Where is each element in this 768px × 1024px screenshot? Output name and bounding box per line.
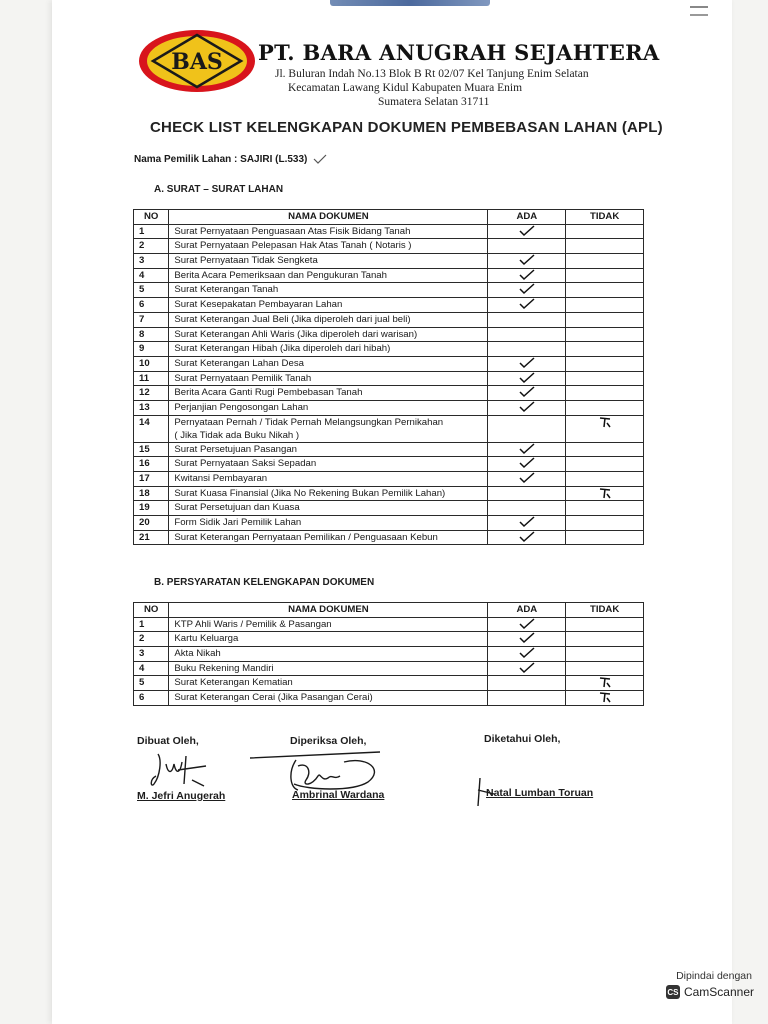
row-tidak-cell [566, 239, 644, 254]
table-row [134, 486, 644, 501]
col-no: NO [134, 210, 169, 225]
document-name: Berita Acara Pemeriksaan dan Pengukuran Tanah [174, 269, 387, 281]
check-mark-icon [518, 357, 536, 369]
table-row [134, 239, 644, 254]
document-name: Surat Pernyataan Penguasaan Atas Fisik Bidang Tanah [174, 225, 411, 237]
row-document [169, 415, 488, 442]
row-tidak-cell [566, 283, 644, 298]
check-mark-icon [518, 472, 536, 484]
table-row [134, 371, 644, 386]
row-document [169, 617, 488, 632]
row-tidak-cell [566, 327, 644, 342]
table-row [134, 501, 644, 516]
row-number: 18 [134, 486, 169, 501]
document-name: Pernyataan Pernah / Tidak Pernah Melangsungkan Pernikahan [174, 416, 444, 428]
scanner-brand: CamScanner [683, 985, 754, 999]
row-tidak-cell [566, 457, 644, 472]
row-tidak-cell [566, 632, 644, 647]
row-number: 12 [134, 386, 169, 401]
row-document [169, 254, 488, 269]
row-tidak-cell [566, 268, 644, 283]
document-name: Surat Keterangan Cerai (Jika Pasangan Cerai) [174, 692, 373, 704]
section-a-rows [134, 224, 644, 545]
document-name: Surat Keterangan Pernyataan Pemilikan / Penguasaan Kebun [174, 531, 438, 543]
row-document [169, 327, 488, 342]
row-ada-cell [488, 486, 566, 501]
known-by-name: Natal Lumban Toruan [486, 787, 594, 799]
row-document [169, 442, 488, 457]
check-mark-icon [518, 386, 536, 398]
row-number: 6 [134, 691, 169, 706]
row-number: 1 [134, 224, 169, 239]
row-ada-cell [488, 239, 566, 254]
row-ada-cell [488, 442, 566, 457]
row-ada-cell [488, 386, 566, 401]
row-document [169, 283, 488, 298]
row-document [169, 342, 488, 357]
document-name: Kwitansi Pembayaran [174, 473, 268, 484]
row-ada-cell [488, 312, 566, 327]
row-document [169, 386, 488, 401]
table-row [134, 356, 644, 371]
table-row [134, 457, 644, 472]
row-ada-cell [488, 501, 566, 516]
checked-by-name: Ambrinal Wardana [292, 789, 385, 801]
row-number: 7 [134, 312, 169, 327]
row-document [169, 661, 488, 676]
document-name: Kartu Keluarga [174, 633, 239, 645]
table-row [134, 342, 644, 357]
row-ada-cell [488, 516, 566, 531]
section-a-title: A. SURAT – SURAT LAHAN [154, 184, 284, 195]
row-document [169, 691, 488, 706]
row-tidak-cell [566, 371, 644, 386]
row-tidak-cell [566, 501, 644, 516]
row-number: 8 [134, 327, 169, 342]
check-mark-icon [518, 531, 536, 543]
row-number: 3 [134, 254, 169, 269]
row-document [169, 632, 488, 647]
row-number: 15 [134, 442, 169, 457]
document-name: Form Sidik Jari Pemilik Lahan [174, 517, 302, 529]
row-ada-cell [488, 661, 566, 676]
check-mark-icon [518, 443, 536, 455]
row-tidak-cell [566, 691, 644, 706]
row-document [169, 400, 488, 415]
check-mark-icon [518, 647, 536, 659]
logo-lettering: BAS [171, 49, 223, 75]
checked-by-label: Diperiksa Oleh, [290, 735, 367, 747]
section-a-table [133, 209, 644, 545]
known-by-label: Diketahui Oleh, [484, 733, 561, 745]
row-number: 4 [134, 661, 169, 676]
document-name: Surat Kuasa Finansial (Jika No Rekening Bukan Pemilik Lahan) [174, 487, 446, 499]
check-mark-icon [518, 225, 536, 237]
row-number: 10 [134, 356, 169, 371]
row-tidak-cell [566, 617, 644, 632]
row-number: 5 [134, 283, 169, 298]
row-number: 1 [134, 617, 169, 632]
row-tidak-cell [566, 676, 644, 691]
row-number: 13 [134, 400, 169, 415]
row-ada-cell [488, 457, 566, 472]
row-tidak-cell [566, 254, 644, 269]
row-tidak-cell [566, 486, 644, 501]
made-by-label: Dibuat Oleh, [137, 735, 199, 747]
row-number: 9 [134, 342, 169, 357]
document-name: Buku Rekening Mandiri [174, 662, 274, 674]
row-number: 14 [134, 415, 169, 442]
table-row [134, 312, 644, 327]
row-document [169, 647, 488, 662]
row-number: 2 [134, 632, 169, 647]
document-name: Surat Keterangan Jual Beli (Jika diperoleh dari jual beli) [174, 313, 411, 325]
row-tidak-cell [566, 472, 644, 487]
row-ada-cell [488, 342, 566, 357]
check-mark-icon [518, 618, 536, 630]
document-name: Surat Persetujuan dan Kuasa [174, 502, 300, 514]
document-name: Surat Pernyataan Pemilik Tanah [174, 372, 312, 384]
cross-mark-icon [598, 691, 612, 703]
cross-mark-icon [598, 676, 612, 688]
row-number: 2 [134, 239, 169, 254]
row-tidak-cell [566, 530, 644, 545]
document-name: Berita Acara Ganti Rugi Pembebasan Tanah [174, 387, 363, 399]
table-row [134, 530, 644, 545]
camscanner-icon: CS [666, 985, 680, 999]
table-row [134, 676, 644, 691]
scan-edge-artifact [330, 0, 490, 6]
col-ada: ADA [488, 603, 566, 618]
row-tidak-cell [566, 400, 644, 415]
staple-mark [690, 6, 708, 16]
row-document [169, 356, 488, 371]
document-name: KTP Ahli Waris / Pemilik & Pasangan [174, 618, 332, 630]
company-logo [137, 28, 257, 94]
document-name: Surat Keterangan Lahan Desa [174, 357, 304, 369]
table-row [134, 268, 644, 283]
address-line-3: Sumatera Selatan 31711 [378, 96, 490, 108]
table-row [134, 327, 644, 342]
row-tidak-cell [566, 442, 644, 457]
row-ada-cell [488, 327, 566, 342]
check-mark-icon [518, 516, 536, 528]
row-document [169, 312, 488, 327]
cross-mark-icon [598, 487, 612, 499]
address-line-2: Kecamatan Lawang Kidul Kabupaten Muara Enim [288, 82, 523, 94]
row-number: 20 [134, 516, 169, 531]
table-row [134, 442, 644, 457]
row-ada-cell [488, 676, 566, 691]
document-name: Akta Nikah [174, 648, 221, 660]
table-row [134, 386, 644, 401]
document-name: Surat Keterangan Kematian [174, 677, 293, 689]
row-number: 11 [134, 371, 169, 386]
camscanner-watermark [642, 970, 754, 1014]
row-document [169, 472, 488, 487]
cross-mark-icon [598, 416, 612, 428]
scanner-caption: Dipindai dengan [676, 970, 752, 982]
row-document [169, 239, 488, 254]
row-number: 16 [134, 457, 169, 472]
row-ada-cell [488, 371, 566, 386]
table-row [134, 691, 644, 706]
row-tidak-cell [566, 647, 644, 662]
row-ada-cell [488, 356, 566, 371]
table-row [134, 298, 644, 313]
owner-name-row [134, 154, 327, 165]
row-ada-cell [488, 298, 566, 313]
check-mark-icon [518, 662, 536, 674]
table-row [134, 661, 644, 676]
row-number: 3 [134, 647, 169, 662]
row-tidak-cell [566, 312, 644, 327]
row-number: 19 [134, 501, 169, 516]
row-document [169, 298, 488, 313]
check-mark-icon [518, 372, 536, 384]
row-ada-cell [488, 415, 566, 442]
row-tidak-cell [566, 224, 644, 239]
row-tidak-cell [566, 356, 644, 371]
address-line-1: Jl. Buluran Indah No.13 Blok B Rt 02/07 Kel Tanjung Enim Selatan [275, 68, 589, 80]
table-row [134, 400, 644, 415]
table-row [134, 632, 644, 647]
row-document [169, 501, 488, 516]
row-document [169, 224, 488, 239]
col-tidak: TIDAK [566, 210, 644, 225]
row-tidak-cell [566, 661, 644, 676]
row-document [169, 268, 488, 283]
col-name: NAMA DOKUMEN [169, 210, 488, 225]
row-ada-cell [488, 632, 566, 647]
table-row [134, 283, 644, 298]
row-number: 6 [134, 298, 169, 313]
row-number: 4 [134, 268, 169, 283]
col-name: NAMA DOKUMEN [169, 603, 488, 618]
table-row [134, 254, 644, 269]
row-number: 21 [134, 530, 169, 545]
row-ada-cell [488, 283, 566, 298]
check-mark-icon [518, 401, 536, 413]
document-title: CHECK LIST KELENGKAPAN DOKUMEN PEMBEBASAN LAHAN (APL) [150, 119, 663, 136]
col-ada: ADA [488, 210, 566, 225]
row-number: 17 [134, 472, 169, 487]
row-ada-cell [488, 400, 566, 415]
table-row [134, 516, 644, 531]
col-no: NO [134, 603, 169, 618]
row-tidak-cell [566, 516, 644, 531]
document-name: Surat Keterangan Ahli Waris (Jika diperoleh dari warisan) [174, 328, 418, 340]
row-document [169, 457, 488, 472]
document-name: Surat Keterangan Tanah [174, 284, 279, 296]
check-mark-icon [518, 254, 536, 266]
document-name: Surat Pernyataan Pelepasan Hak Atas Tanah ( Notaris ) [174, 240, 412, 252]
row-tidak-cell [566, 386, 644, 401]
col-tidak: TIDAK [566, 603, 644, 618]
section-b-title: B. PERSYARATAN KELENGKAPAN DOKUMEN [154, 577, 375, 588]
check-mark-icon [518, 457, 536, 469]
row-ada-cell [488, 617, 566, 632]
row-number: 5 [134, 676, 169, 691]
row-ada-cell [488, 691, 566, 706]
owner-check-icon [313, 154, 327, 164]
row-ada-cell [488, 647, 566, 662]
made-by-name: M. Jefri Anugerah [137, 790, 226, 802]
document-name: Surat Pernyataan Tidak Sengketa [174, 255, 318, 267]
row-ada-cell [488, 530, 566, 545]
document-name-note: ( Jika Tidak ada Buku Nikah ) [174, 429, 300, 441]
document-name: Surat Keterangan Hibah (Jika diperoleh dari hibah) [174, 343, 391, 355]
table-row [134, 647, 644, 662]
company-name: PT. BARA ANUGRAH SEJAHTERA [258, 40, 660, 65]
section-b-table [133, 602, 644, 706]
row-tidak-cell [566, 298, 644, 313]
row-document [169, 516, 488, 531]
row-ada-cell [488, 268, 566, 283]
row-document [169, 530, 488, 545]
row-tidak-cell [566, 342, 644, 357]
owner-label: Nama Pemilik Lahan : SAJIRI (L.533) [134, 154, 308, 165]
signature-ambrinal [248, 742, 388, 794]
row-tidak-cell [566, 415, 644, 442]
row-document [169, 676, 488, 691]
document-name: Surat Pernyataan Saksi Sepadan [174, 458, 317, 470]
row-ada-cell [488, 472, 566, 487]
check-mark-icon [518, 298, 536, 310]
check-mark-icon [518, 269, 536, 281]
row-document [169, 486, 488, 501]
table-row [134, 224, 644, 239]
check-mark-icon [518, 632, 536, 644]
row-ada-cell [488, 224, 566, 239]
table-row [134, 617, 644, 632]
row-document [169, 371, 488, 386]
document-name: Surat Persetujuan Pasangan [174, 443, 298, 455]
table-row [134, 472, 644, 487]
section-b-rows [134, 617, 644, 705]
document-name: Perjanjian Pengosongan Lahan [174, 401, 309, 413]
signature-jefri [148, 750, 212, 790]
document-name: Surat Kesepakatan Pembayaran Lahan [174, 299, 343, 311]
check-mark-icon [518, 283, 536, 295]
table-row [134, 415, 644, 442]
row-ada-cell [488, 254, 566, 269]
